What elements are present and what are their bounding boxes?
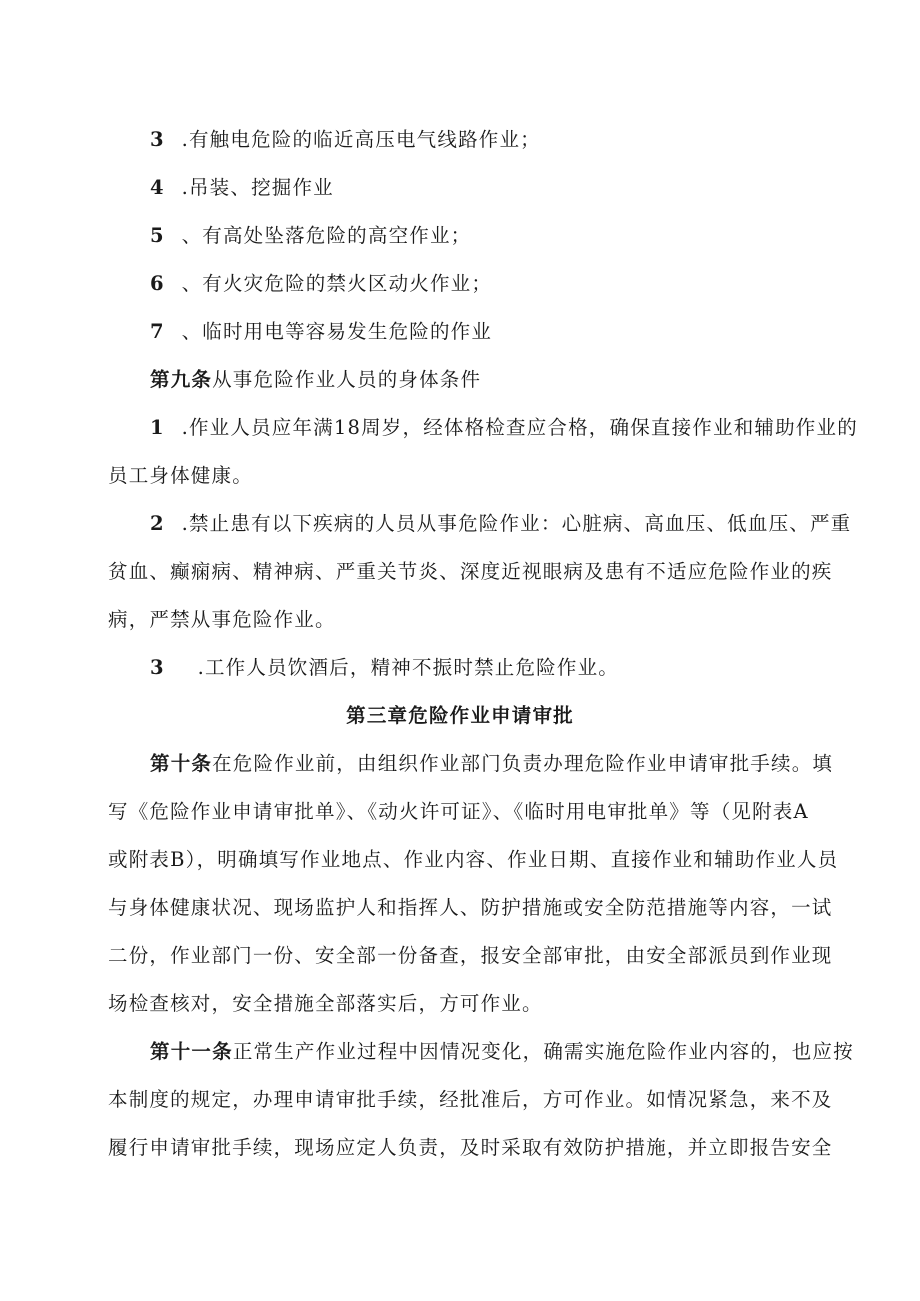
list-item-text: .工作人员饮酒后，精神不振时禁止危险作业。 bbox=[197, 656, 619, 679]
article-label: 第十一条 bbox=[150, 1040, 233, 1063]
list-item-text: 临时用电等容易发生危险的作业 bbox=[202, 320, 493, 343]
list-item bbox=[150, 270, 492, 298]
list-item-text: 吊装、挖掘作业 bbox=[188, 176, 334, 199]
paragraph-line: 或附表B），明确填写作业地点、作业内容、作业日期、直接作业和辅助作业人员 bbox=[108, 848, 839, 871]
paragraph-line: 在危险作业前，由组织作业部门负责办理危险作业申请审批手续。填 bbox=[212, 752, 834, 775]
paragraph-line: 正常生产作业过程中因情况变化，确需实施危险作业内容的，也应按 bbox=[232, 1040, 854, 1063]
article-11-line bbox=[108, 1134, 833, 1162]
article-9-item-2-cont bbox=[108, 558, 833, 586]
list-item-number: 3 bbox=[150, 656, 164, 679]
list-item-text: .作业人员应年满18周岁，经体格检查应合格，确保直接作业和辅助作业的 bbox=[181, 416, 858, 439]
paragraph-line: 场检查核对，安全措施全部落实后，方可作业。 bbox=[108, 992, 543, 1015]
list-item-text: 有触电危险的临近高压电气线路作业； bbox=[188, 128, 541, 151]
article-9-item-2-cont bbox=[108, 606, 336, 634]
list-item-number: 6 bbox=[150, 272, 164, 295]
article-9-item-1-cont bbox=[108, 462, 253, 490]
list-item-number: 2 bbox=[150, 512, 164, 535]
article-10-line bbox=[108, 894, 833, 922]
paragraph-line: 二份，作业部门一份、安全部一份备查，报安全部审批，由安全部派员到作业现 bbox=[108, 944, 833, 967]
list-item-separator: . bbox=[181, 176, 189, 199]
list-item-number: 3 bbox=[150, 128, 164, 151]
article-label: 第十条 bbox=[150, 752, 213, 775]
article-10-line bbox=[150, 750, 833, 778]
list-item-text: 有高处坠落危险的高空作业； bbox=[202, 224, 472, 247]
article-9-item-1 bbox=[150, 414, 858, 442]
article-11-line bbox=[108, 1086, 833, 1114]
list-item bbox=[150, 222, 471, 250]
article-text: 从事危险作业人员的身体条件 bbox=[212, 368, 482, 391]
list-item-number: 4 bbox=[150, 176, 164, 199]
list-item bbox=[150, 174, 334, 202]
list-item-separator: . bbox=[181, 128, 189, 151]
list-item-number: 5 bbox=[150, 224, 164, 247]
list-item-text: 有火灾危险的禁火区动火作业； bbox=[202, 272, 493, 295]
article-9-heading bbox=[150, 366, 481, 394]
list-item-number: 7 bbox=[150, 320, 164, 343]
list-item-number: 1 bbox=[150, 416, 164, 439]
chapter-title: 第三章危险作业申请审批 bbox=[346, 704, 574, 727]
article-10-line bbox=[108, 798, 809, 826]
paragraph-line: 贫血、癫痫病、精神病、严重关节炎、深度近视眼病及患有不适应危险作业的疾 bbox=[108, 560, 833, 583]
article-10-line bbox=[108, 990, 543, 1018]
list-item bbox=[150, 318, 492, 346]
paragraph-line: 与身体健康状况、现场监护人和指挥人、防护措施或安全防范措施等内容，一试 bbox=[108, 896, 833, 919]
article-11-line bbox=[150, 1038, 854, 1066]
paragraph-line: 履行申请审批手续，现场应定人负责，及时采取有效防护措施，并立即报告安全 bbox=[108, 1136, 833, 1159]
article-10-line bbox=[108, 846, 838, 874]
article-9-item-3 bbox=[150, 654, 619, 682]
paragraph-line: 写《危险作业申请审批单》、《动火许可证》、《临时用电审批单》等（见附表A bbox=[108, 800, 809, 823]
article-9-item-2 bbox=[150, 510, 851, 538]
list-item-separator: 、 bbox=[181, 224, 203, 247]
list-item-text: .禁止患有以下疾病的人员从事危险作业：心脏病、高血压、低血压、严重 bbox=[181, 512, 852, 535]
article-label: 第九条 bbox=[150, 368, 213, 391]
list-item-separator: 、 bbox=[181, 272, 203, 295]
paragraph-line: 员工身体健康。 bbox=[108, 464, 253, 487]
paragraph-line: 病，严禁从事危险作业。 bbox=[108, 608, 336, 631]
list-item-separator: 、 bbox=[181, 320, 203, 343]
list-item bbox=[150, 126, 541, 154]
paragraph-line: 本制度的规定，办理申请审批手续，经批准后，方可作业。如情况紧急，来不及 bbox=[108, 1088, 833, 1111]
article-10-line bbox=[108, 942, 833, 970]
